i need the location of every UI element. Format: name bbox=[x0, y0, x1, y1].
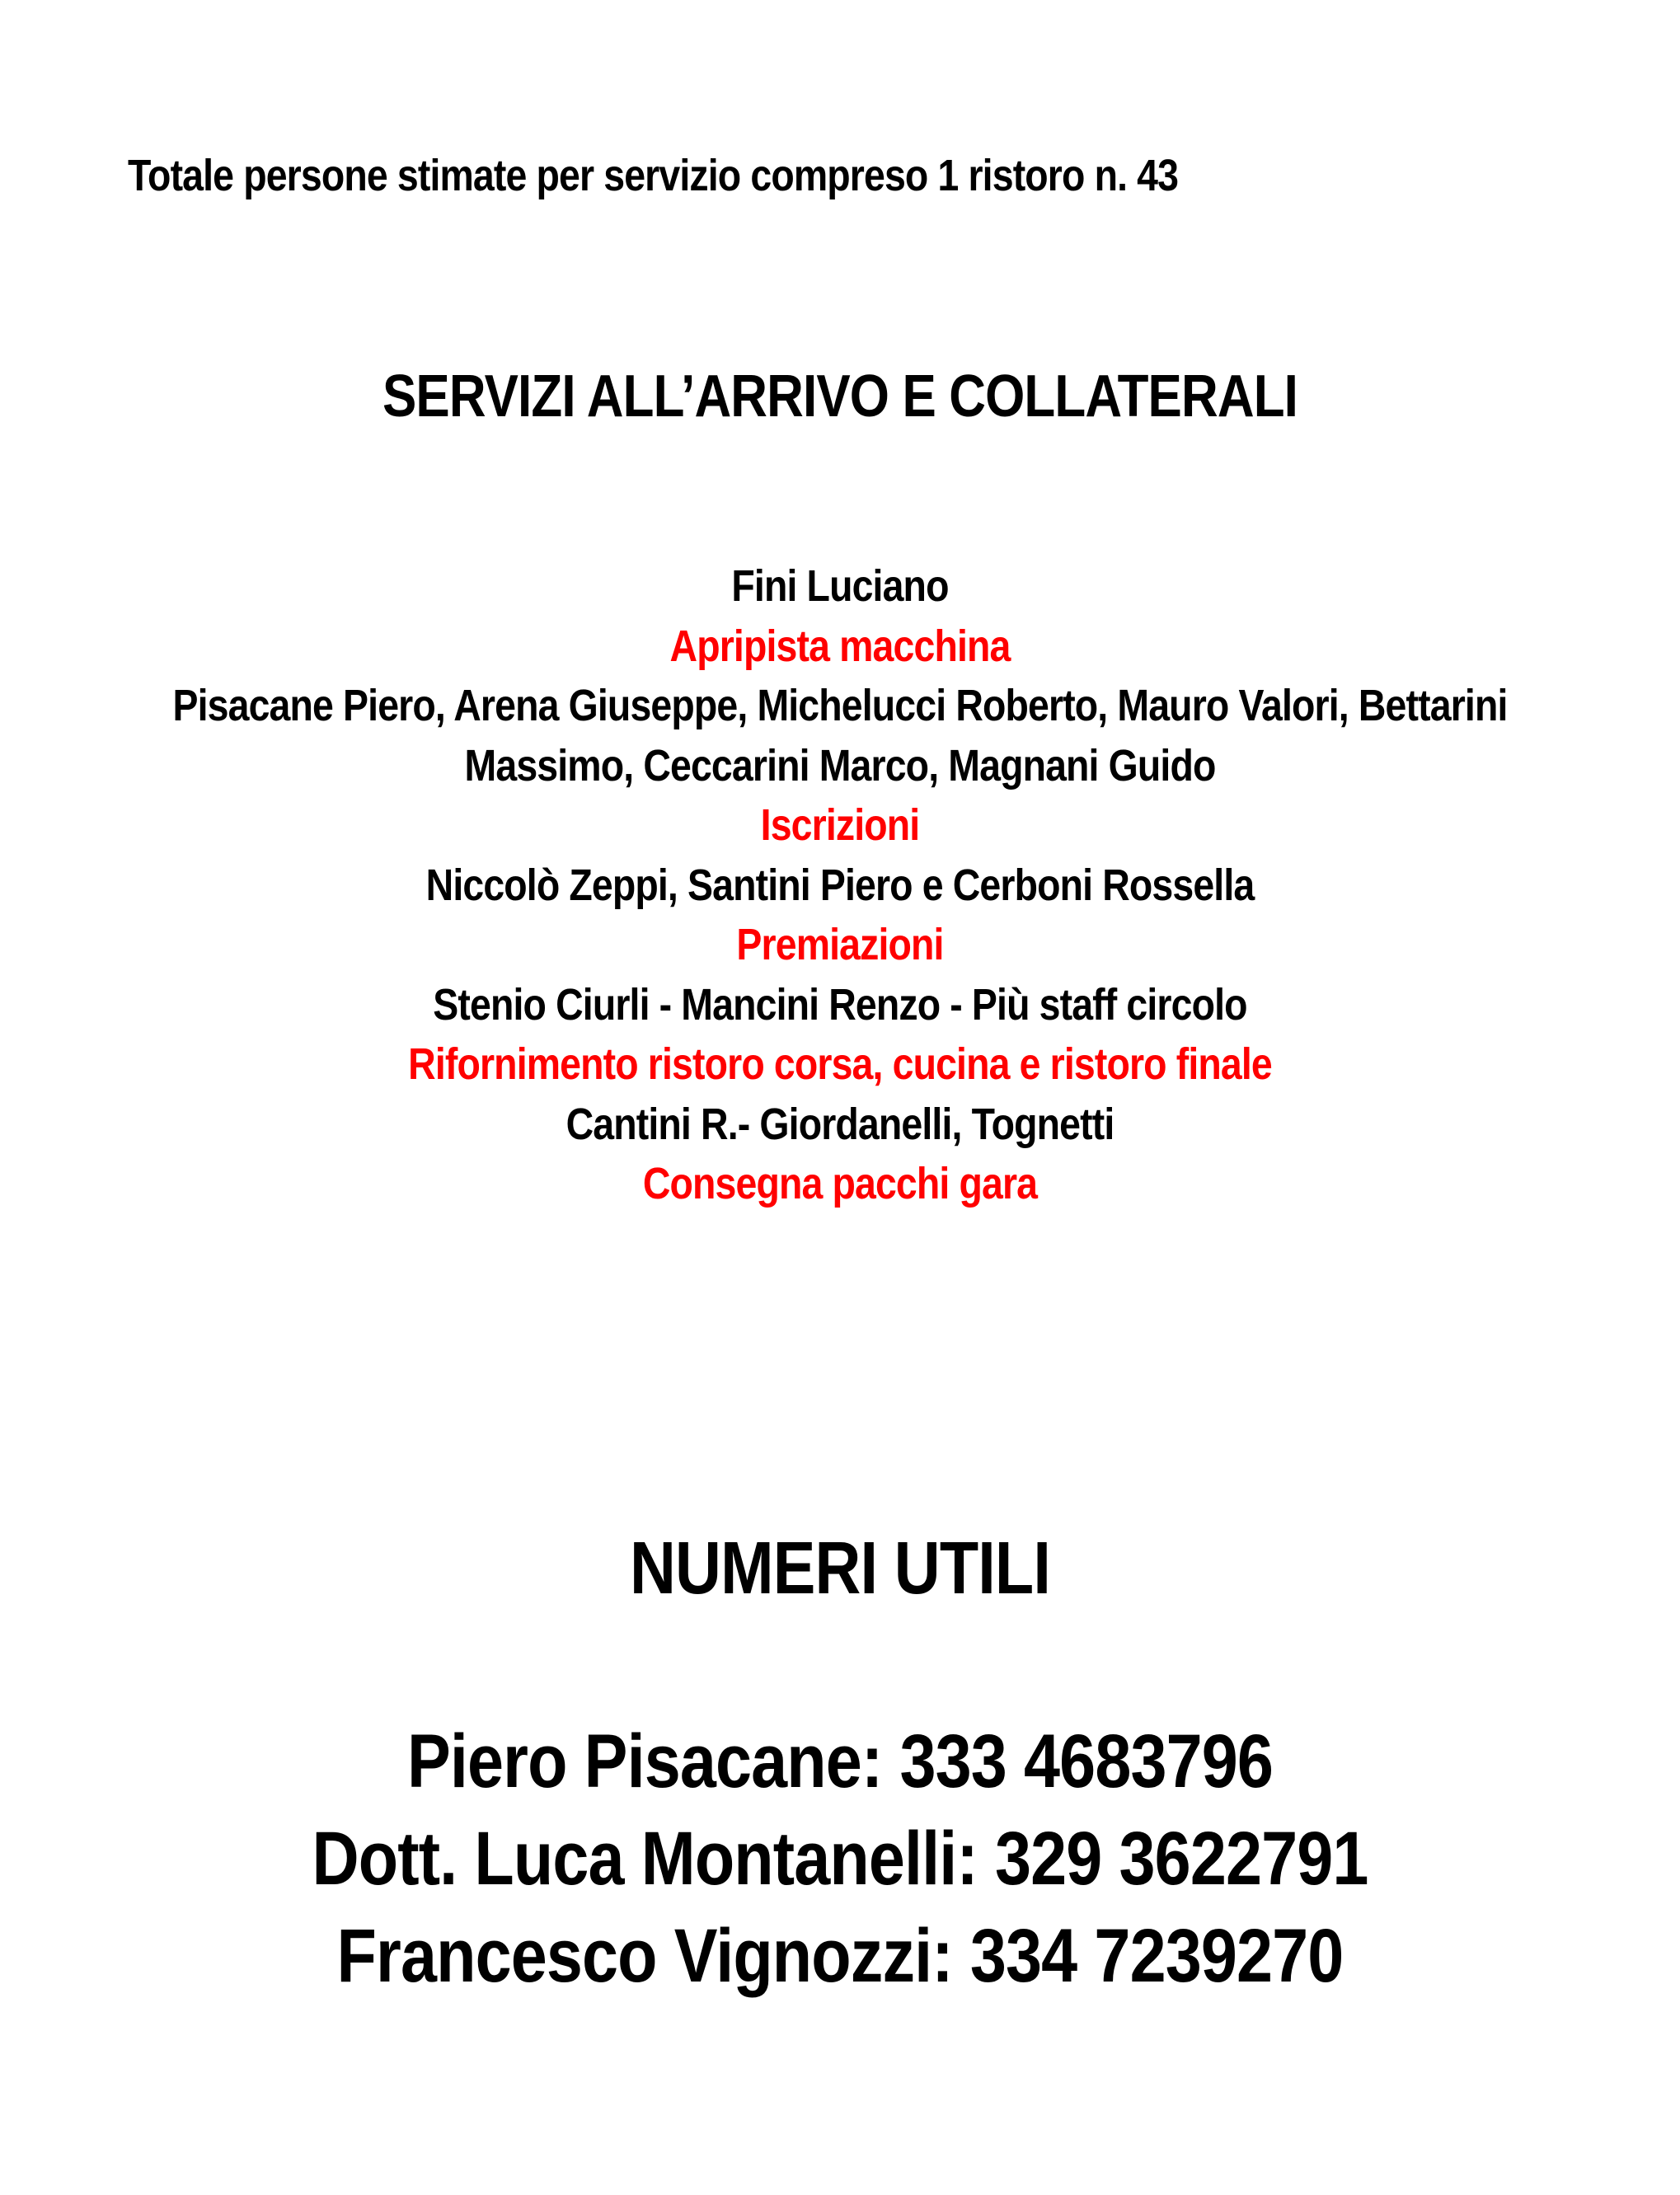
useful-numbers-title: NUMERI UTILI bbox=[630, 1527, 1050, 1610]
services-list bbox=[0, 556, 1680, 1214]
services-section-title: SERVIZI ALL’ARRIVO E COLLATERALI bbox=[382, 363, 1298, 429]
service-heading: Apripista macchina bbox=[669, 621, 1011, 671]
contact-phone: Francesco Vignozzi: 334 7239270 bbox=[336, 1914, 1344, 1998]
service-heading: Premiazioni bbox=[736, 920, 944, 969]
service-heading: Consegna pacchi gara bbox=[642, 1159, 1038, 1208]
estimated-staff-total: Totale persone stimate per servizio compreso 1 ristoro n. 43 bbox=[128, 151, 1179, 200]
contact-phone: Dott. Luca Montanelli: 329 3622791 bbox=[312, 1817, 1368, 1901]
service-staff-line: Niccolò Zeppi, Santini Piero e Cerboni Rossella bbox=[425, 860, 1255, 910]
service-staff-line: Stenio Ciurli - Mancini Renzo - Più staff circolo bbox=[433, 979, 1247, 1029]
contacts-list bbox=[0, 1713, 1680, 2005]
service-staff-line: Pisacane Piero, Arena Giuseppe, Michelucci Roberto, Mauro Valori, Bettarini bbox=[172, 681, 1508, 730]
service-heading: Rifornimento ristoro corsa, cucina e ristoro finale bbox=[408, 1039, 1272, 1089]
service-staff-line: Cantini R.- Giordanelli, Tognetti bbox=[565, 1099, 1115, 1149]
service-staff-line: Massimo, Ceccarini Marco, Magnani Guido bbox=[464, 740, 1216, 790]
service-heading: Iscrizioni bbox=[760, 800, 920, 850]
service-staff-line: Fini Luciano bbox=[731, 561, 949, 611]
contact-phone: Piero Pisacane: 333 4683796 bbox=[406, 1719, 1274, 1803]
